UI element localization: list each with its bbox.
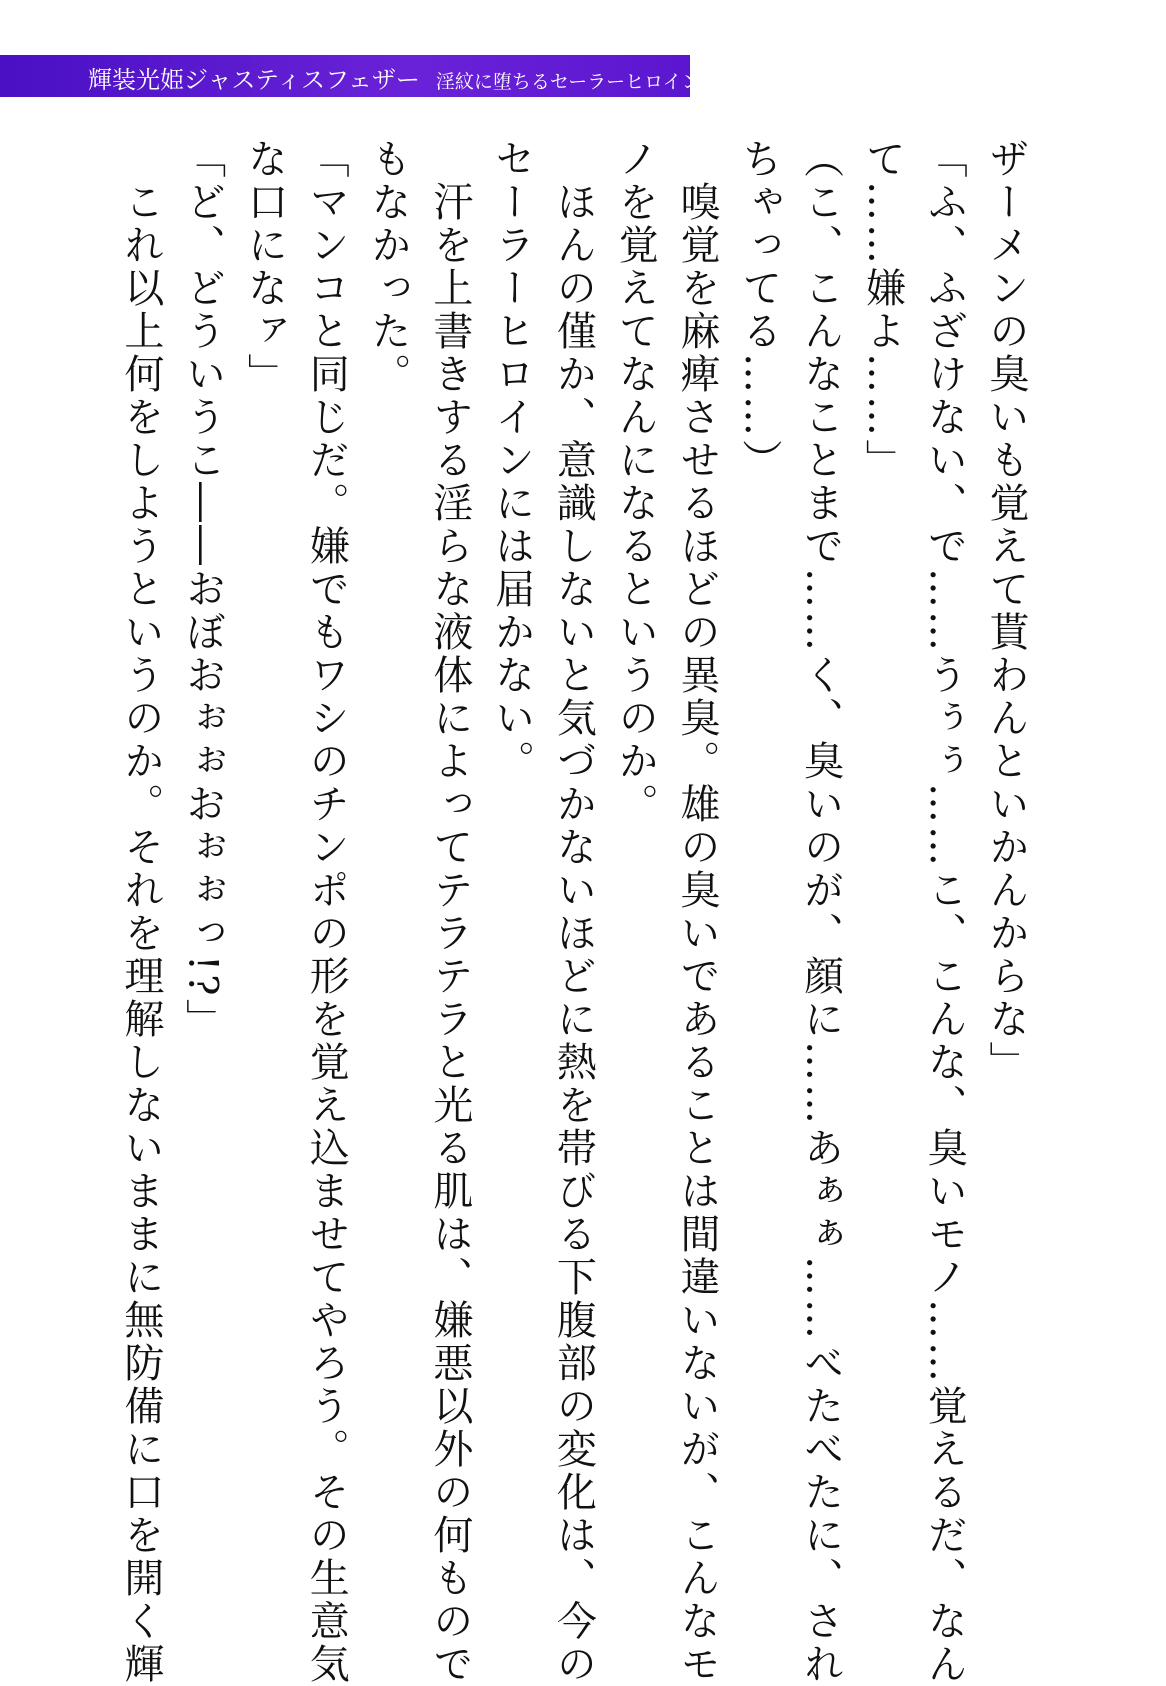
book-subtitle: 淫紋に堕ちるセーラーヒロイン xyxy=(435,71,701,93)
text-line: て……嫌よ……」 xyxy=(859,138,906,482)
text-line: 「ど、どういうこ――おぼおぉぉおぉぉっ!?」 xyxy=(179,138,226,1042)
page-body-vertical-text xyxy=(109,138,1036,1686)
text-line: 汗を上書きする淫らな液体によってテラテラと光る肌は、嫌悪以外の何もので xyxy=(426,138,473,1686)
book-title: 輝装光姫ジャスティスフェザー xyxy=(88,66,420,94)
text-line: もなかった。 xyxy=(365,138,412,396)
text-line: セーラーヒロインには届かない。 xyxy=(488,138,535,783)
text-line: 嗅覚を麻痺させるほどの異臭。雄の臭いであることは間違いないが、こんなモ xyxy=(674,138,721,1686)
text-line: 「マンコと同じだ。嫌でもワシのチンポの形を覚え込ませてやろう。その生意気 xyxy=(303,138,350,1686)
running-header xyxy=(88,60,701,92)
text-line: （こ、こんなことまで……く、臭いのが、顔に……あぁぁ……べたべたに、され xyxy=(797,138,844,1686)
text-line: ほんの僅か、意識しないと気づかないほどに熱を帯びる下腹部の変化は、今の xyxy=(550,138,597,1686)
text-line: 「ふ、ふざけない、で……うぅぅ……こ、こんな、臭いモノ……覚えるだ、なん xyxy=(921,138,968,1686)
text-line: ちゃってる……） xyxy=(735,138,782,482)
text-line: な口になァ」 xyxy=(241,138,288,396)
text-line: ザーメンの臭いも覚えて貰わんといかんからな」 xyxy=(983,138,1029,1084)
text-line: これ以上何をしようというのか。それを理解しないままに無防備に口を開く輝 xyxy=(117,138,164,1686)
text-line: ノを覚えてなんになるというのか。 xyxy=(612,138,659,826)
